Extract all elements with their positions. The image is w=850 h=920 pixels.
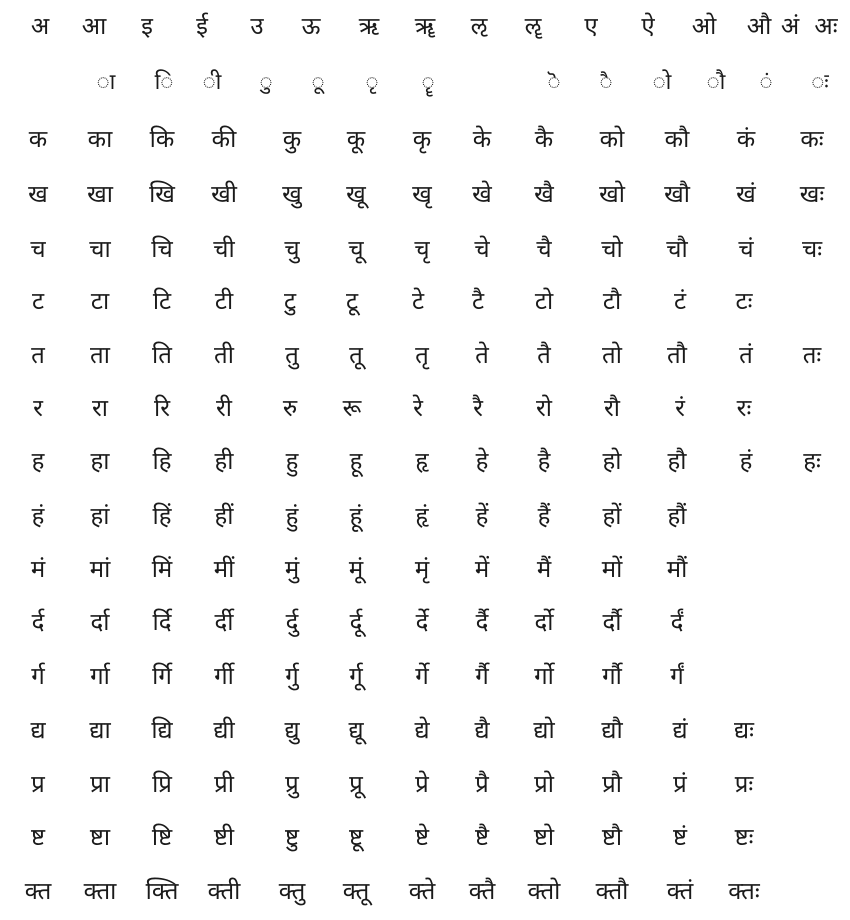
syllable-cell: हौ xyxy=(667,447,687,475)
row-vowels xyxy=(0,6,850,46)
syllable-cell: र्दं xyxy=(670,608,684,636)
syllable-cell: अः xyxy=(814,12,838,40)
syllable-cell: मुं xyxy=(284,555,300,583)
syllable-cell: हू xyxy=(349,447,363,475)
syllable-cell: टा xyxy=(90,287,110,315)
syllable-cell: र्गो xyxy=(534,662,554,690)
syllable-cell: कै xyxy=(534,125,554,153)
row-ma-anusvara xyxy=(0,549,850,589)
syllable-cell: खौ xyxy=(664,180,690,208)
syllable-cell: द्य xyxy=(30,716,46,744)
syllable-cell: खू xyxy=(346,180,366,208)
row-ka xyxy=(0,119,850,159)
syllable-cell: ष्टं xyxy=(672,823,688,851)
syllable-cell: टि xyxy=(152,287,172,315)
syllable-cell: टं xyxy=(673,287,687,315)
syllable-cell: तू xyxy=(349,341,363,369)
syllable-cell: क्तै xyxy=(468,877,496,905)
syllable-cell: क्तू xyxy=(342,877,370,905)
row-ra xyxy=(0,388,850,428)
syllable-cell: खे xyxy=(472,180,492,208)
syllable-cell: मिं xyxy=(151,555,173,583)
syllable-cell: ॆ xyxy=(547,70,561,95)
syllable-cell: तं xyxy=(739,341,753,369)
syllable-cell: र्दौ xyxy=(602,608,622,636)
syllable-cell: ची xyxy=(213,235,235,263)
syllable-cell: इ xyxy=(141,12,153,40)
row-rga xyxy=(0,656,850,696)
syllable-cell: चौ xyxy=(666,235,688,263)
syllable-cell: तु xyxy=(285,341,299,369)
syllable-cell: रै xyxy=(473,394,483,422)
syllable-cell: र्दो xyxy=(534,608,554,636)
syllable-cell: ष्टा xyxy=(89,823,111,851)
syllable-cell: प्रू xyxy=(349,770,363,798)
syllable-cell: ॠ xyxy=(414,12,436,40)
syllable-cell: रो xyxy=(535,394,553,422)
syllable-cell: रौ xyxy=(603,394,621,422)
syllable-cell: ऋ xyxy=(358,12,380,40)
syllable-cell: ा xyxy=(96,70,116,95)
syllable-cell: र्दे xyxy=(415,608,429,636)
syllable-cell: र्दा xyxy=(90,608,110,636)
syllable-cell: प्रौ xyxy=(602,770,622,798)
syllable-cell: रं xyxy=(675,394,685,422)
syllable-cell: प्री xyxy=(214,770,234,798)
syllable-cell: द्यि xyxy=(151,716,173,744)
syllable-cell: र्द xyxy=(31,608,45,636)
syllable-cell: कु xyxy=(282,125,302,153)
syllable-cell: कः xyxy=(800,125,824,153)
syllable-cell: हें xyxy=(475,502,489,530)
syllable-cell: रः xyxy=(736,394,752,422)
syllable-cell: द्यै xyxy=(474,716,490,744)
syllable-cell: टौ xyxy=(602,287,622,315)
syllable-cell: मौं xyxy=(666,555,688,583)
syllable-cell: ष्टू xyxy=(348,823,364,851)
syllable-cell: टू xyxy=(345,287,359,315)
syllable-cell: मों xyxy=(601,555,623,583)
syllable-cell: रु xyxy=(282,394,298,422)
syllable-cell: प्रो xyxy=(534,770,554,798)
syllable-cell: रू xyxy=(342,394,362,422)
syllable-cell: क्तु xyxy=(278,877,306,905)
syllable-cell: क्तः xyxy=(728,877,760,905)
syllable-cell: कू xyxy=(346,125,366,153)
syllable-cell: र्दू xyxy=(349,608,363,636)
syllable-cell: खः xyxy=(799,180,825,208)
syllable-cell: हा xyxy=(90,447,110,475)
syllable-cell: मं xyxy=(30,555,46,583)
syllable-cell: हुं xyxy=(285,502,299,530)
syllable-cell: मृं xyxy=(414,555,430,583)
syllable-cell: ऐ xyxy=(641,12,655,40)
syllable-cell: ॄ xyxy=(421,70,435,95)
syllable-cell: चु xyxy=(284,235,300,263)
syllable-cell: टो xyxy=(534,287,554,315)
syllable-cell: र्गू xyxy=(349,662,363,690)
syllable-cell: र्दी xyxy=(214,608,234,636)
syllable-cell: ह xyxy=(31,447,45,475)
syllable-cell: ते xyxy=(475,341,489,369)
syllable-cell: है xyxy=(537,447,551,475)
syllable-cell: त xyxy=(31,341,45,369)
syllable-cell: हीं xyxy=(214,502,234,530)
syllable-cell: र xyxy=(33,394,43,422)
syllable-cell: मां xyxy=(89,555,111,583)
syllable-cell: ष्टी xyxy=(213,823,235,851)
syllable-cell: चा xyxy=(89,235,111,263)
syllable-cell: ए xyxy=(584,12,598,40)
syllable-cell: खी xyxy=(211,180,237,208)
syllable-cell: क्ता xyxy=(83,877,117,905)
syllable-cell: औ xyxy=(746,12,772,40)
syllable-cell: मूं xyxy=(348,555,364,583)
syllable-cell: प्रं xyxy=(673,770,687,798)
syllable-cell: हां xyxy=(90,502,110,530)
syllable-cell: में xyxy=(474,555,490,583)
syllable-cell: खं xyxy=(736,180,756,208)
syllable-cell: हैं xyxy=(537,502,551,530)
syllable-cell: ू xyxy=(311,70,325,95)
syllable-cell: ु xyxy=(259,70,273,95)
syllable-cell: टै xyxy=(471,287,485,315)
syllable-cell: द्यो xyxy=(533,716,555,744)
syllable-cell: ः xyxy=(811,70,829,95)
syllable-cell: तै xyxy=(537,341,551,369)
syllable-cell: ति xyxy=(152,341,172,369)
syllable-cell: द्यी xyxy=(213,716,235,744)
syllable-cell: चं xyxy=(738,235,754,263)
syllable-cell: प्रै xyxy=(475,770,489,798)
syllable-cell: ै xyxy=(599,70,613,95)
row-kha xyxy=(0,174,850,214)
syllable-cell: प्र xyxy=(31,770,45,798)
syllable-cell: द्यं xyxy=(672,716,688,744)
syllable-cell: चे xyxy=(474,235,490,263)
syllable-cell: द्ये xyxy=(414,716,430,744)
syllable-cell: ख xyxy=(28,180,48,208)
row-ha-anusvara xyxy=(0,496,850,536)
syllable-cell: चः xyxy=(801,235,823,263)
syllable-cell: को xyxy=(599,125,625,153)
syllable-cell: तो xyxy=(602,341,622,369)
row-pra xyxy=(0,764,850,804)
syllable-cell: ष्टः xyxy=(734,823,754,851)
syllable-cell: तौ xyxy=(667,341,687,369)
syllable-cell: च xyxy=(30,235,46,263)
row-ta xyxy=(0,335,850,375)
syllable-cell: चो xyxy=(601,235,623,263)
syllable-cell: र्ग xyxy=(31,662,45,690)
syllable-cell: हों xyxy=(602,502,622,530)
syllable-cell: तृ xyxy=(415,341,429,369)
syllable-cell: र्गी xyxy=(214,662,234,690)
syllable-cell: द्यू xyxy=(348,716,364,744)
syllable-cell: कौ xyxy=(664,125,690,153)
syllable-cell: ही xyxy=(214,447,234,475)
syllable-cell: प्रु xyxy=(285,770,299,798)
syllable-cell: उ xyxy=(250,12,264,40)
syllable-cell: हि xyxy=(152,447,172,475)
syllable-cell: र्गा xyxy=(90,662,110,690)
row-kta xyxy=(0,871,850,911)
syllable-cell: तः xyxy=(802,341,822,369)
syllable-cell: टे xyxy=(411,287,425,315)
syllable-cell: ष्टौ xyxy=(601,823,623,851)
syllable-cell: का xyxy=(87,125,113,153)
syllable-cell: अं xyxy=(780,12,800,40)
syllable-cell: हं xyxy=(739,447,753,475)
syllable-cell: प्रि xyxy=(152,770,172,798)
syllable-cell: खै xyxy=(534,180,554,208)
syllable-cell: हिं xyxy=(152,502,172,530)
syllable-cell: ष्टै xyxy=(474,823,490,851)
row-ha xyxy=(0,441,850,481)
row-ca xyxy=(0,229,850,269)
syllable-cell: र्दु xyxy=(285,608,299,636)
syllable-cell: मैं xyxy=(536,555,552,583)
row-tta xyxy=(0,281,850,321)
syllable-cell: कृ xyxy=(412,125,432,153)
syllable-cell: आ xyxy=(81,12,107,40)
syllable-cell: ौ xyxy=(706,70,726,95)
syllable-cell: ता xyxy=(90,341,110,369)
syllable-cell: चि xyxy=(151,235,173,263)
syllable-cell: री xyxy=(215,394,233,422)
syllable-cell: क्तो xyxy=(527,877,561,905)
syllable-cell: खि xyxy=(149,180,175,208)
syllable-cell: क्तौ xyxy=(595,877,629,905)
syllable-cell: ष्टे xyxy=(414,823,430,851)
syllable-cell: प्रा xyxy=(90,770,110,798)
syllable-cell: हूं xyxy=(349,502,363,530)
row-vowel-signs xyxy=(0,63,850,103)
syllable-cell: ऊ xyxy=(301,12,321,40)
syllable-cell: की xyxy=(211,125,237,153)
row-rda xyxy=(0,602,850,642)
syllable-cell: र्गि xyxy=(152,662,172,690)
syllable-cell: क्ति xyxy=(145,877,179,905)
syllable-cell: हं xyxy=(31,502,45,530)
syllable-cell: रे xyxy=(413,394,423,422)
syllable-cell: द्यु xyxy=(284,716,300,744)
syllable-cell: टी xyxy=(214,287,234,315)
syllable-cell: ष्टु xyxy=(284,823,300,851)
syllable-cell: कि xyxy=(149,125,175,153)
syllable-cell: हौं xyxy=(667,502,687,530)
syllable-cell: हः xyxy=(803,447,821,475)
syllable-cell: हो xyxy=(602,447,622,475)
syllable-cell: चृ xyxy=(414,235,430,263)
syllable-cell: क्ते xyxy=(408,877,436,905)
syllable-cell: ती xyxy=(214,341,234,369)
syllable-cell: द्यौ xyxy=(601,716,623,744)
syllable-cell: र्गै xyxy=(475,662,489,690)
syllable-cell: क्तं xyxy=(666,877,694,905)
syllable-cell: हे xyxy=(475,447,489,475)
syllable-cell: ई xyxy=(196,12,208,40)
syllable-cell: ष्टो xyxy=(533,823,555,851)
syllable-cell: ष्टि xyxy=(151,823,173,851)
syllable-cell: रा xyxy=(91,394,109,422)
syllable-cell: टु xyxy=(283,287,297,315)
syllable-cell: रि xyxy=(153,394,171,422)
syllable-cell: हृ xyxy=(415,447,429,475)
row-dya xyxy=(0,710,850,750)
syllable-cell: हु xyxy=(285,447,299,475)
syllable-cell: र्गं xyxy=(670,662,684,690)
syllable-cell: ओ xyxy=(691,12,717,40)
syllable-cell: चू xyxy=(348,235,364,263)
syllable-cell: हृं xyxy=(415,502,429,530)
syllable-cell: र्गे xyxy=(415,662,429,690)
syllable-cell: ि xyxy=(154,70,174,95)
syllable-cell: द्यः xyxy=(734,716,754,744)
row-shta xyxy=(0,817,850,857)
syllable-cell: टः xyxy=(735,287,753,315)
syllable-cell: क xyxy=(28,125,48,153)
syllable-cell: मीं xyxy=(213,555,235,583)
syllable-cell: ं xyxy=(759,70,773,95)
syllable-cell: चै xyxy=(536,235,552,263)
syllable-cell: क्त xyxy=(24,877,52,905)
syllable-cell: र्गु xyxy=(285,662,299,690)
syllable-cell: ऌ xyxy=(470,12,488,40)
syllable-cell: र्दै xyxy=(475,608,489,636)
syllable-cell: ट xyxy=(31,287,45,315)
syllable-cell: अ xyxy=(30,12,50,40)
syllable-cell: खु xyxy=(282,180,302,208)
syllable-cell: ी xyxy=(202,70,222,95)
syllable-cell: ृ xyxy=(365,70,379,95)
syllable-cell: खो xyxy=(599,180,625,208)
syllable-cell: ो xyxy=(652,70,672,95)
syllable-cell: र्गौ xyxy=(602,662,622,690)
syllable-cell: प्रे xyxy=(415,770,429,798)
syllable-cell: खा xyxy=(87,180,113,208)
syllable-cell: खृ xyxy=(412,180,432,208)
syllable-cell: कं xyxy=(736,125,756,153)
syllable-cell: ॡ xyxy=(524,12,542,40)
syllable-cell: द्या xyxy=(89,716,111,744)
syllable-cell: ष्ट xyxy=(30,823,46,851)
syllable-cell: प्रः xyxy=(734,770,754,798)
syllable-cell: क्ती xyxy=(207,877,241,905)
syllable-cell: के xyxy=(472,125,492,153)
syllable-cell: र्दि xyxy=(152,608,172,636)
